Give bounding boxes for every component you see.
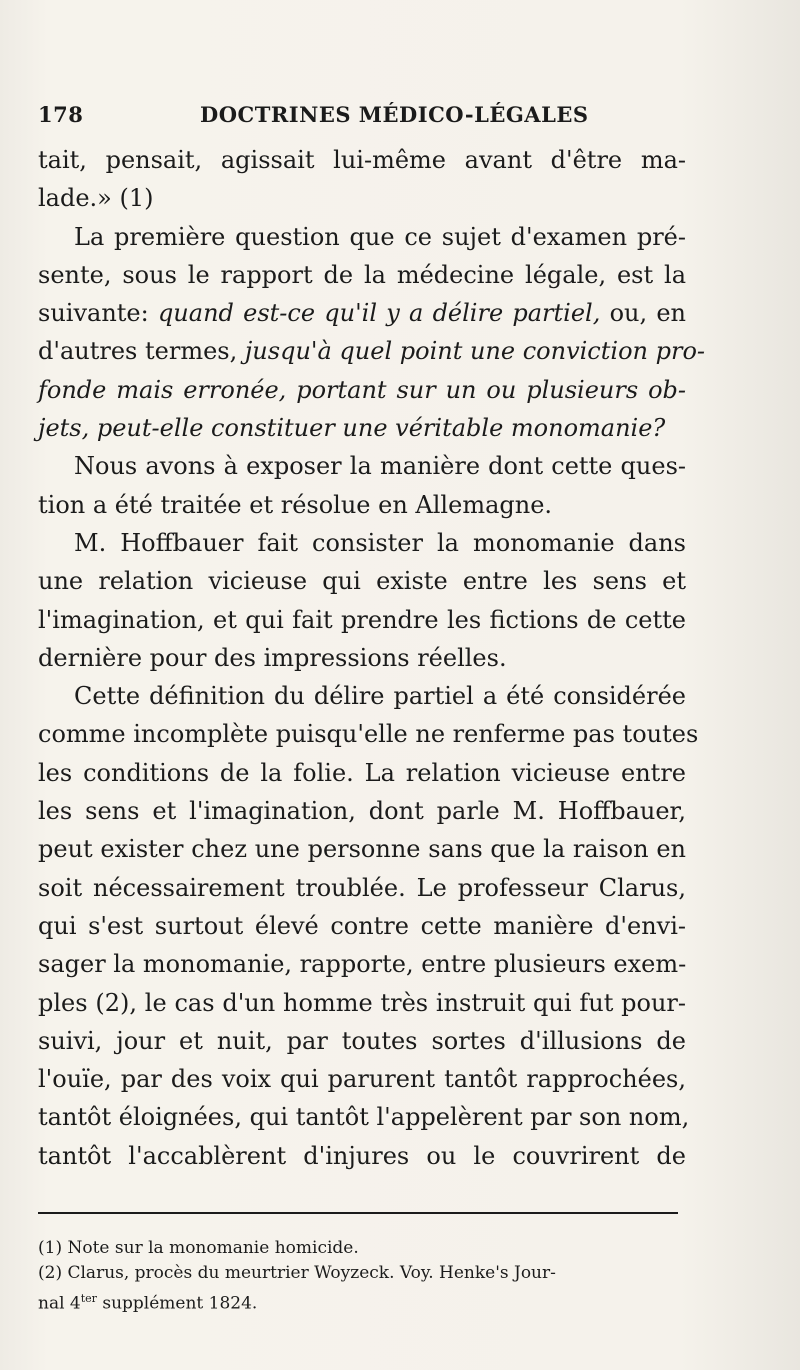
italic-phrase: jusqu'à quel point une conviction pro- xyxy=(244,337,705,366)
footnote-1: (1) Note sur la monomanie homicide. xyxy=(38,1238,359,1258)
text-line: tantôt l'accablèrent d'injures ou le couvrirent de xyxy=(38,1141,686,1170)
text-line: peut exister chez une personne sans que la raison en xyxy=(38,835,686,864)
page-number: 178 xyxy=(38,102,84,127)
text-line: Nous avons à exposer la manière dont cette ques- xyxy=(74,452,686,481)
text-line: une relation vicieuse qui existe entre les sens et xyxy=(38,567,686,596)
text-segment: d'autres termes, xyxy=(38,337,245,366)
text-line: tion a été traitée et résolue en Allemagne. xyxy=(38,490,553,519)
text-line: tantôt éloignées, qui tantôt l'appelèrent par son nom, xyxy=(38,1103,690,1132)
text-line: M. Hoffbauer fait consister la monomanie dans xyxy=(74,528,686,557)
text-line: comme incomplète puisqu'elle ne renferme pas toutes xyxy=(38,720,699,749)
text-line xyxy=(38,332,705,370)
text-line: jets, peut-elle constituer une véritable monomanie? xyxy=(38,414,666,443)
text-line xyxy=(38,294,686,332)
text-segment: suivante: xyxy=(38,299,158,328)
text-line: fonde mais erronée, portant sur un ou plusieurs ob- xyxy=(38,375,686,404)
footnote-text: supplément 1824. xyxy=(96,1293,258,1314)
footnote-text: nal 4 xyxy=(38,1293,81,1314)
text-line: qui s'est surtout élevé contre cette manière d'envi- xyxy=(38,911,686,940)
text-line: soit nécessairement troublée. Le professeur Clarus, xyxy=(38,873,686,902)
running-head: DOCTRINES MÉDICO-LÉGALES xyxy=(200,102,589,127)
footnotes xyxy=(38,1236,686,1317)
text-line: sager la monomanie, rapporte, entre plusieurs exem- xyxy=(38,950,687,979)
body-text xyxy=(38,141,705,1175)
text-line: La première question que ce sujet d'examen pré- xyxy=(74,222,686,251)
text-line: ples (2), le cas d'un homme très instruit qui fut pour- xyxy=(38,988,686,1017)
page-header xyxy=(38,102,738,136)
text-line: les sens et l'imagination, dont parle M. Hoffbauer, xyxy=(38,797,686,826)
footnote-superscript: ter xyxy=(80,1292,97,1305)
text-line: tait, pensait, agissait lui-même avant d'être ma- xyxy=(38,146,686,174)
footnote-2: (2) Clarus, procès du meurtrier Woyzeck. Voy. Henke's Jour- xyxy=(38,1263,556,1283)
text-line: lade.» (1) xyxy=(38,184,154,213)
text-line: suivi, jour et nuit, par toutes sortes d'illusions de xyxy=(38,1026,686,1055)
text-segment: ou, en xyxy=(600,299,687,328)
text-line: sente, sous le rapport de la médecine légale, est la xyxy=(38,260,686,289)
text-line: dernière pour des impressions réelles. xyxy=(38,643,507,672)
footnote-2-continued xyxy=(38,1286,686,1317)
text-line: Cette définition du délire partiel a été considérée xyxy=(74,682,686,711)
text-line: l'ouïe, par des voix qui parurent tantôt rapprochées, xyxy=(38,1065,686,1094)
text-line: les conditions de la folie. La relation vicieuse entre xyxy=(38,758,686,787)
footnote-rule xyxy=(38,1212,678,1214)
italic-phrase: quand est-ce qu'il y a délire partiel, xyxy=(157,299,601,328)
text-line: l'imagination, et qui fait prendre les fictions de cette xyxy=(38,605,686,634)
